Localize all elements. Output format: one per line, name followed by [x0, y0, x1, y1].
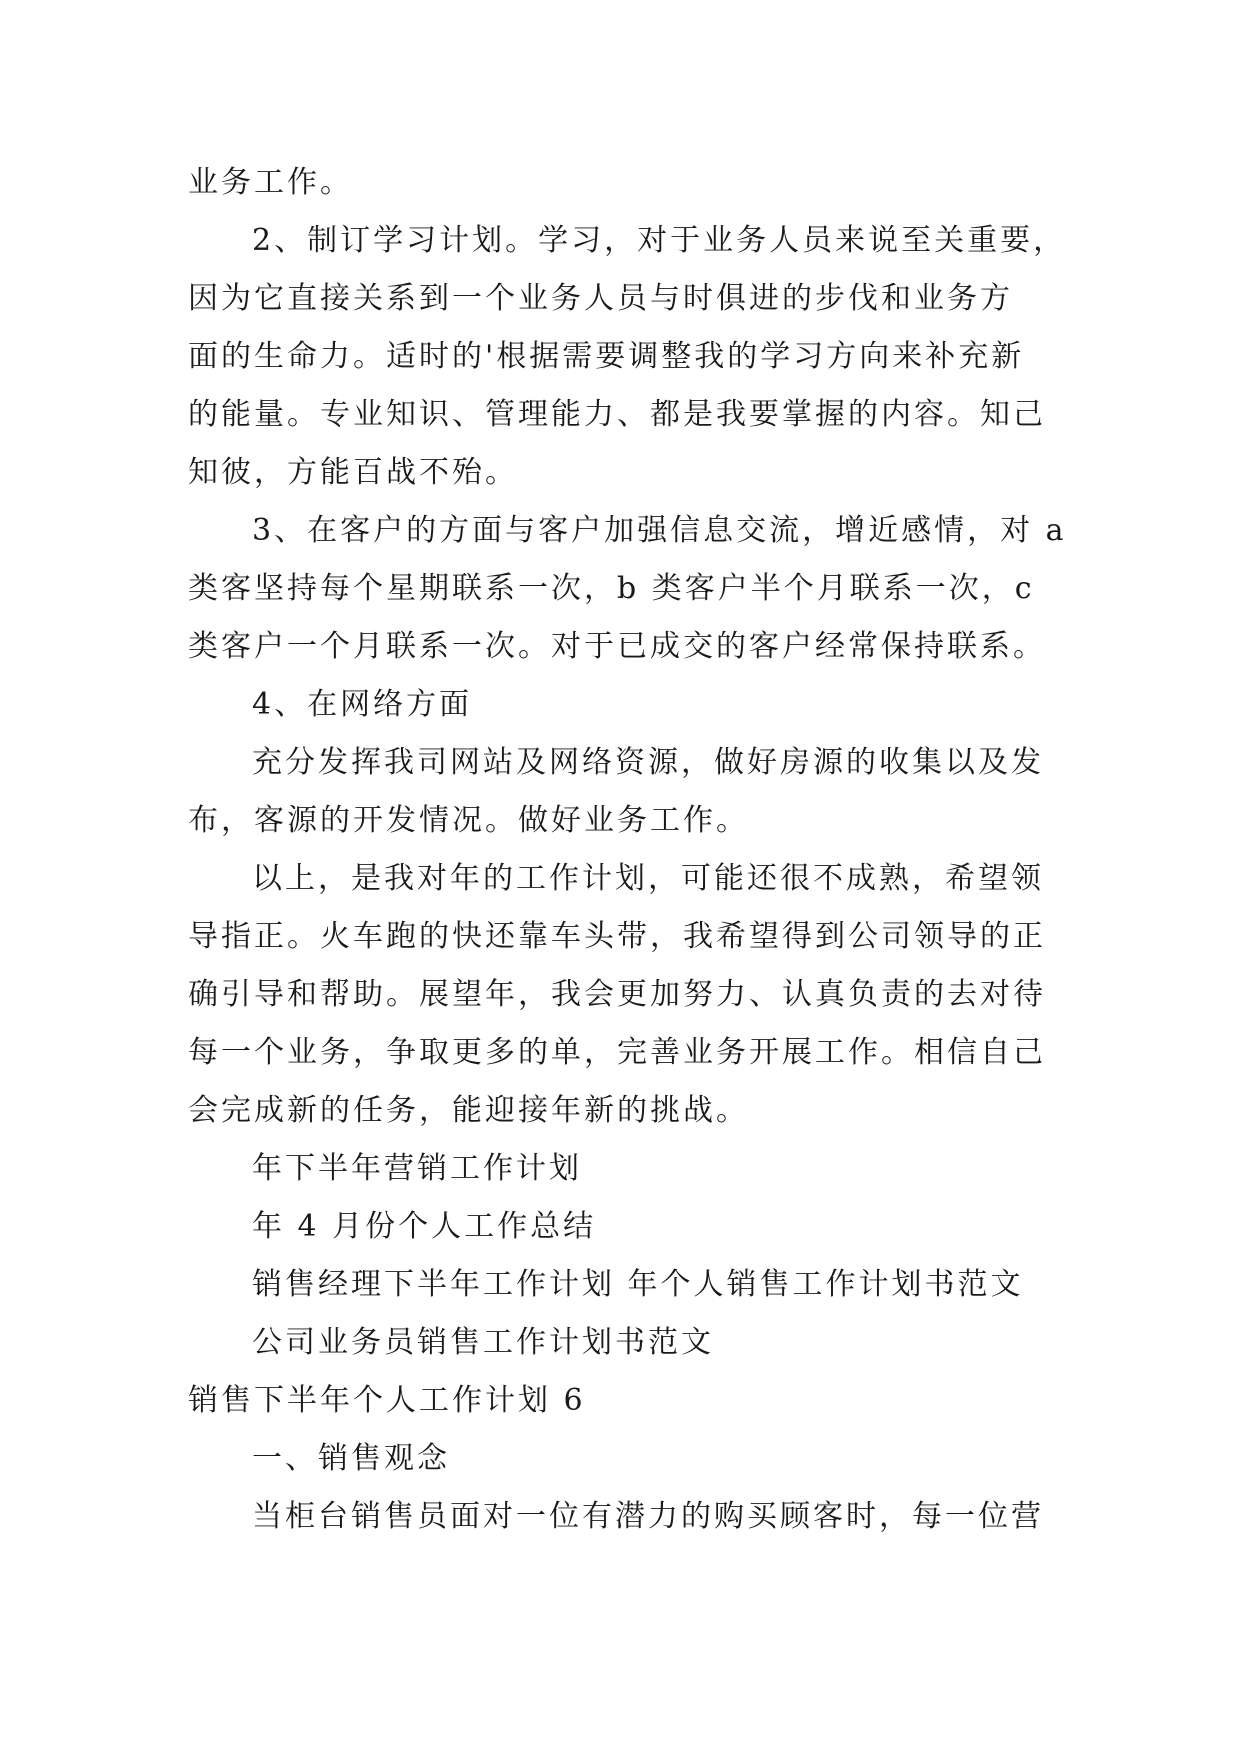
- text-line-5: 的能量。专业知识、管理能力、都是我要掌握的内容。知己: [188, 397, 1046, 432]
- related-link-2: 年 4 月份个人工作总结: [252, 1209, 597, 1244]
- text-line-3: 因为它直接关系到一个业务人员与时俱进的步伐和业务方: [188, 281, 1013, 316]
- text-line-15: 确引导和帮助。展望年，我会更加努力、认真负责的去对待: [188, 977, 1046, 1012]
- related-link-1: 年下半年营销工作计划: [252, 1151, 582, 1186]
- text-line-1: 业务工作。: [188, 165, 353, 200]
- text-line-6: 知彼，方能百战不殆。: [188, 455, 518, 490]
- text-line-16: 每一个业务，争取更多的单，完善业务开展工作。相信自己: [188, 1035, 1046, 1070]
- text-line-12: 布，客源的开发情况。做好业务工作。: [188, 803, 749, 838]
- text-line-14: 导指正。火车跑的快还靠车头带，我希望得到公司领导的正: [188, 919, 1046, 954]
- subsection-heading: 一、销售观念: [252, 1441, 450, 1476]
- text-line-2: 2、制订学习计划。学习，对于业务人员来说至关重要，: [252, 223, 1067, 258]
- related-link-3: 销售经理下半年工作计划 年个人销售工作计划书范文: [252, 1267, 1024, 1302]
- text-line-10: 4、在网络方面: [252, 687, 473, 722]
- text-line-8: 类客坚持每个星期联系一次，b 类客户半个月联系一次，c: [188, 571, 1035, 606]
- text-line-4: 面的生命力。适时的'根据需要调整我的学习方向来补充新: [188, 339, 1025, 374]
- related-link-4: 公司业务员销售工作计划书范文: [252, 1325, 714, 1360]
- text-line-9: 类客户一个月联系一次。对于已成交的客户经常保持联系。: [188, 629, 1046, 664]
- text-line-11: 充分发挥我司网站及网络资源，做好房源的收集以及发: [252, 745, 1044, 780]
- text-line-7: 3、在客户的方面与客户加强信息交流，增近感情，对 a: [252, 513, 1067, 548]
- text-line-17: 会完成新的任务，能迎接年新的挑战。: [188, 1093, 749, 1128]
- text-line-13: 以上，是我对年的工作计划，可能还很不成熟，希望领: [252, 861, 1044, 896]
- section-heading: 销售下半年个人工作计划 6: [188, 1383, 586, 1418]
- text-line-24: 当柜台销售员面对一位有潜力的购买顾客时，每一位营: [252, 1499, 1044, 1534]
